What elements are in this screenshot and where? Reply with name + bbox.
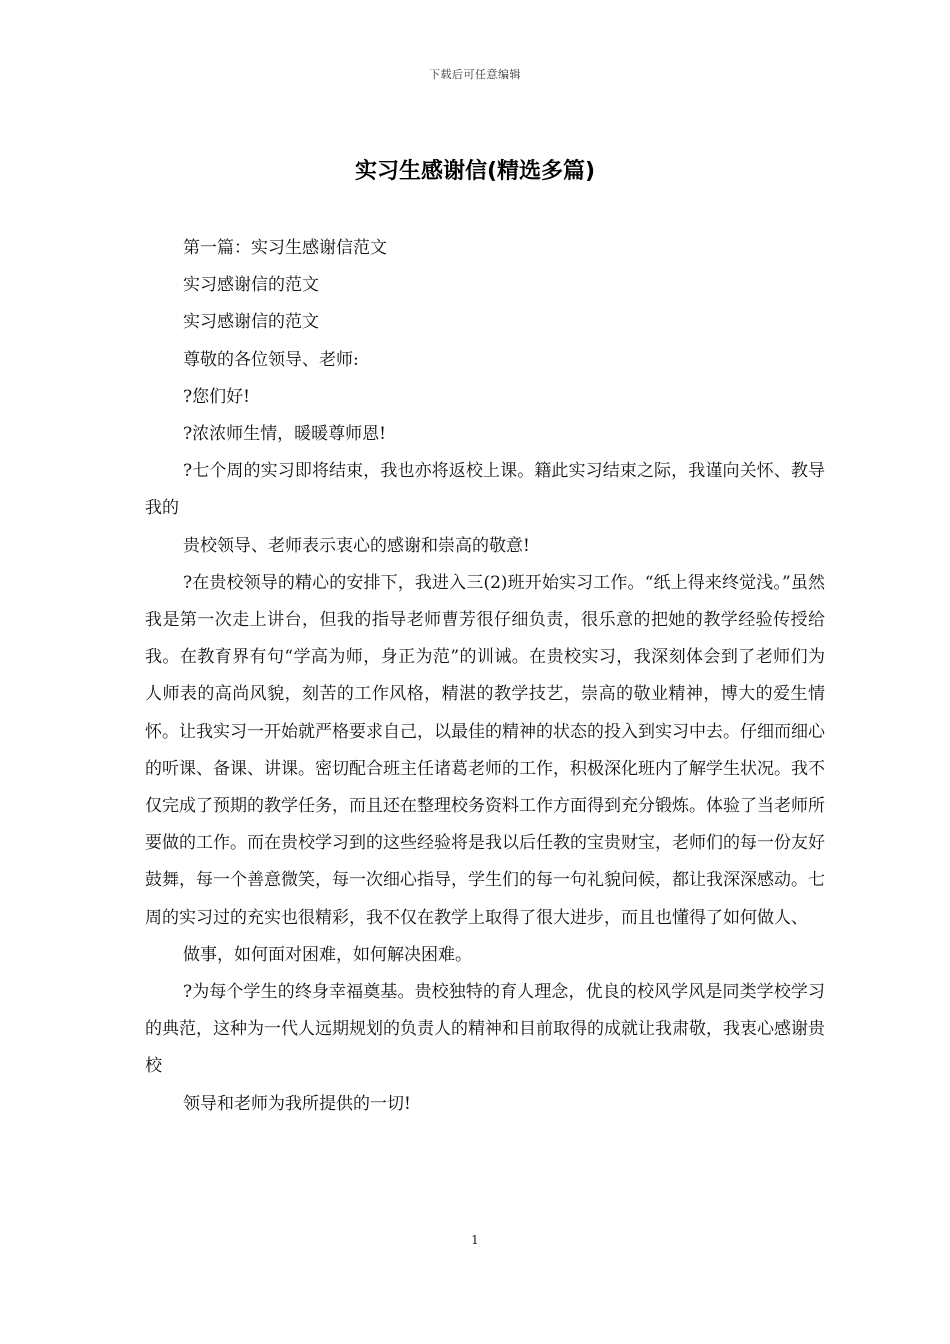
page-header: 下载后可任意编辑 [429, 68, 521, 81]
paragraph: 第一篇：实习生感谢信范文 [183, 238, 387, 258]
paragraph: ?您们好! [183, 386, 250, 407]
document-title: 实习生感谢信(精选多篇) [354, 159, 596, 184]
paragraph: ?浓浓师生情，暖暖尊师恩! [183, 424, 386, 445]
paragraph: 领导和老师为我所提供的一切! [183, 1093, 411, 1114]
paragraph: 贵校领导、老师表示衷心的感谢和崇高的敬意! [183, 535, 530, 556]
paragraph: ?七个周的实习即将结束，我也亦将返校上课。籍此实习结束之际，我谨向关怀、教导我的 [145, 461, 825, 519]
paragraph: ?为每个学生的终身幸福奠基。贵校独特的育人理念，优良的校风学风是同类学校学习的典范，这种为一代人远期规划的负责人的精神和目前取得的成就让我肃敬，我衷心感谢贵校 [145, 982, 825, 1077]
paragraph: ?在贵校领导的精心的安排下，我进入三(2)班开始实习工作。“纸上得来终觉浅。”虽然我是第一次走上讲台，但我的指导老师曹芳很仔细负责，很乐意的把她的教学经验传授给我。在教育界有句“学高为师，身正为范”的训诫。在贵校实习，我深刻体会到了老师们为人师表的高尚风貌，刻苦的工作风格，精湛的教学技艺，崇高的敬业精神，博大的爱生情怀。让我实习一开始就严格要求自己，以最佳的精神的状态的投入到实习中去。仔细而细心的听课、备课、讲课。密切配合班主任诸葛老师的工作，积极深化班内了解学生状况。我不仅完成了预期的教学任务，而且还在整理校务资料工作方面得到充分锻炼。体验了当老师所要做的工作。而在贵校学习到的这些经验将是我以后任教的宝贵财宝，老师们的每一份友好鼓舞，每一个善意微笑，每一次细心指导，学生们的每一句礼貌问候，都让我深深感动。七周的实习过的充实也很精彩，我不仅在教学上取得了很大进步，而且也懂得了如何做人、 [145, 572, 825, 928]
paragraph: 实习感谢信的范文 [183, 312, 319, 333]
paragraph: 做事，如何面对困难，如何解决困难。 [183, 944, 472, 965]
document-body [145, 230, 825, 1123]
paragraph: 实习感谢信的范文 [183, 275, 319, 296]
paragraph: 尊敬的各位领导、老师: [183, 349, 359, 370]
page-number: 1 [471, 1233, 479, 1247]
